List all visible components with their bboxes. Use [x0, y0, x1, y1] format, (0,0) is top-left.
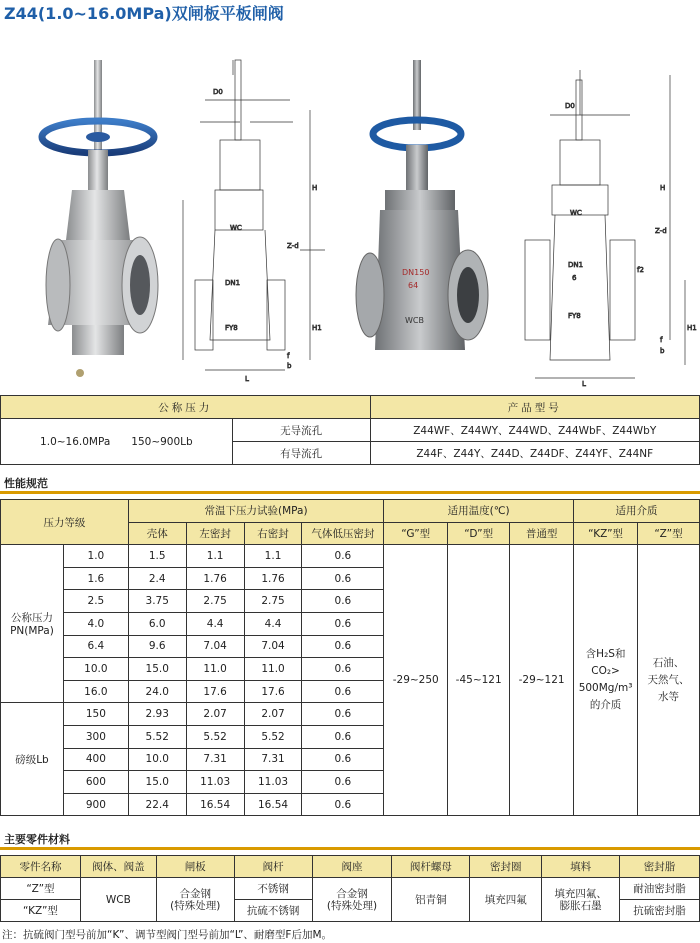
perf-cell: 1.76 — [244, 567, 302, 590]
mat-packing: 填充四氟、 膨胀石墨 — [542, 878, 620, 922]
perf-cell: 2.5 — [63, 590, 128, 613]
label-b: b — [287, 362, 292, 370]
perf-cell: 400 — [63, 748, 128, 771]
label-f: f — [287, 352, 290, 360]
mat-header: 阀座 — [312, 856, 392, 878]
valve-drawing-1 — [175, 40, 350, 388]
perf-cell: 7.31 — [186, 748, 244, 771]
perf-medium-kz: 含H₂S和 CO₂> 500Mg/m³ 的介质 — [574, 545, 638, 816]
label-wc: WC — [230, 224, 242, 232]
section-performance-title: 性能规范 — [4, 477, 48, 490]
perf-cell: 16.54 — [244, 793, 302, 816]
perf-cell: 150 — [63, 703, 128, 726]
perf-sub-gas: 气体低压密封 — [302, 522, 384, 545]
mat-grease-kz: 抗硫密封脂 — [620, 900, 700, 922]
perf-cell: 16.54 — [186, 793, 244, 816]
perf-cell: 0.6 — [302, 545, 384, 568]
mat-header: 闸板 — [156, 856, 234, 878]
perf-cell: 300 — [63, 725, 128, 748]
perf-cell: 0.6 — [302, 725, 384, 748]
section-materials-title: 主要零件材料 — [4, 833, 70, 846]
label-h1: H1 — [312, 324, 322, 332]
perf-header-test: 常温下压力试验(MPa) — [128, 500, 383, 523]
perf-cell: 2.75 — [186, 590, 244, 613]
perf-cell: 2.75 — [244, 590, 302, 613]
perf-cell: 11.0 — [186, 658, 244, 681]
perf-cell: 11.03 — [186, 771, 244, 794]
page-title: Z44(1.0~16.0MPa)双闸板平板闸阀 — [4, 4, 284, 23]
perf-sub-z: “Z”型 — [638, 522, 700, 545]
mat-type-z: “Z”型 — [1, 878, 81, 900]
perf-cell: 10.0 — [128, 748, 186, 771]
perf-cell: 1.76 — [186, 567, 244, 590]
label2-f2: f2 — [637, 266, 644, 274]
perf-sub-left: 左密封 — [186, 522, 244, 545]
mat-header: 密封圈 — [470, 856, 542, 878]
label2-h1: H1 — [687, 324, 697, 332]
label-d0: D0 — [213, 88, 223, 96]
perf-cell: 10.0 — [63, 658, 128, 681]
model-table — [0, 395, 700, 465]
perf-sub-normal: 普通型 — [510, 522, 574, 545]
perf-cell: 2.4 — [128, 567, 186, 590]
label2-b: b — [660, 347, 665, 355]
mat-header: 阀杆 — [234, 856, 312, 878]
perf-cell: 16.0 — [63, 680, 128, 703]
model-table-header-pressure: 公称压力 — [1, 396, 371, 419]
model-table-header-model: 产品型号 — [370, 396, 700, 419]
mat-header: 零件名称 — [1, 856, 81, 878]
mat-type-kz: “KZ”型 — [1, 900, 81, 922]
photo-plate-dn: DN150 — [402, 268, 430, 277]
perf-cell: 2.07 — [244, 703, 302, 726]
perf-cell: 11.0 — [244, 658, 302, 681]
perf-temp-g: -29~250 — [384, 545, 448, 816]
perf-cell: 2.93 — [128, 703, 186, 726]
mat-stem-z: 不锈钢 — [234, 878, 312, 900]
perf-sub-kz: “KZ”型 — [574, 522, 638, 545]
perf-cell: 5.52 — [128, 725, 186, 748]
perf-cell: 4.0 — [63, 612, 128, 635]
perf-cell: 900 — [63, 793, 128, 816]
mat-gate: 合金钢 (特殊处理) — [156, 878, 234, 922]
perf-cell: 1.6 — [63, 567, 128, 590]
perf-cell: 6.4 — [63, 635, 128, 658]
label2-l: L — [582, 380, 586, 388]
perf-sub-right: 右密封 — [244, 522, 302, 545]
mat-header: 阀杆螺母 — [392, 856, 470, 878]
label2-h: H — [660, 184, 666, 192]
perf-cell: 7.04 — [244, 635, 302, 658]
perf-group-pn: 公称压力 PN(MPa) — [1, 545, 64, 703]
label-fy: FY8 — [225, 324, 238, 332]
perf-cell: 0.6 — [302, 680, 384, 703]
label-dn: DN1 — [225, 279, 241, 287]
perf-cell: 15.0 — [128, 771, 186, 794]
perf-medium-z: 石油、 天然气、 水等 — [638, 545, 700, 816]
perf-cell: 17.6 — [186, 680, 244, 703]
perf-cell: 17.6 — [244, 680, 302, 703]
photo-plate-rating: 64 — [408, 281, 419, 290]
valve-photo-1 — [0, 40, 175, 388]
model-list-2: Z44F、Z44Y、Z44D、Z44DF、Z44YF、Z44NF — [370, 442, 700, 465]
mat-body: WCB — [80, 878, 156, 922]
label2-zd: Z-d — [655, 227, 667, 235]
perf-cell: 9.6 — [128, 635, 186, 658]
perf-cell: 3.75 — [128, 590, 186, 613]
label-h: H — [312, 184, 318, 192]
label2-fy: FY8 — [568, 312, 581, 320]
label-l: L — [245, 375, 249, 383]
perf-cell: 0.6 — [302, 771, 384, 794]
section-materials — [0, 831, 700, 850]
label2-d0: D0 — [565, 102, 575, 110]
mat-header: 密封脂 — [620, 856, 700, 878]
model-list-1: Z44WF、Z44WY、Z44WD、Z44WbF、Z44WbY — [370, 419, 700, 442]
section-performance — [0, 475, 700, 494]
perf-cell: 600 — [63, 771, 128, 794]
perf-cell: 1.5 — [128, 545, 186, 568]
perf-cell: 1.1 — [244, 545, 302, 568]
perf-header-temp: 适用温度(℃) — [384, 500, 574, 523]
mat-grease-z: 耐油密封脂 — [620, 878, 700, 900]
perf-cell: 0.6 — [302, 635, 384, 658]
perf-cell: 0.6 — [302, 590, 384, 613]
perf-temp-n: -29~121 — [510, 545, 574, 816]
photo-plate-material: WCB — [405, 316, 424, 325]
perf-cell: 2.07 — [186, 703, 244, 726]
materials-table — [0, 855, 700, 922]
perf-cell: 11.03 — [244, 771, 302, 794]
perf-cell: 7.31 — [244, 748, 302, 771]
mat-ring: 填充四氟 — [470, 878, 542, 922]
perf-cell: 0.6 — [302, 612, 384, 635]
perf-header-medium: 适用介质 — [574, 500, 700, 523]
perf-sub-g: “G”型 — [384, 522, 448, 545]
mat-seat: 合金钢 (特殊处理) — [312, 878, 392, 922]
perf-group-lb: 磅级Lb — [1, 703, 64, 816]
perf-sub-shell: 壳体 — [128, 522, 186, 545]
label2-dn: DN1 — [568, 261, 584, 269]
perf-cell: 0.6 — [302, 658, 384, 681]
mat-nut: 铝青铜 — [392, 878, 470, 922]
perf-cell: 24.0 — [128, 680, 186, 703]
label-zd: Z-d — [287, 242, 299, 250]
model-type-1: 无导流孔 — [232, 419, 370, 442]
perf-cell: 4.4 — [244, 612, 302, 635]
perf-cell: 0.6 — [302, 748, 384, 771]
mat-header: 填料 — [542, 856, 620, 878]
label2-f: f — [660, 336, 663, 344]
perf-cell: 15.0 — [128, 658, 186, 681]
perf-cell: 0.6 — [302, 567, 384, 590]
perf-temp-d: -45~121 — [448, 545, 510, 816]
perf-cell: 5.52 — [186, 725, 244, 748]
perf-cell: 1.1 — [186, 545, 244, 568]
perf-cell: 1.0 — [63, 545, 128, 568]
perf-cell: 0.6 — [302, 703, 384, 726]
mat-stem-kz: 抗硫不锈钢 — [234, 900, 312, 922]
perf-cell: 6.0 — [128, 612, 186, 635]
perf-cell: 22.4 — [128, 793, 186, 816]
perf-cell: 7.04 — [186, 635, 244, 658]
perf-cell: 4.4 — [186, 612, 244, 635]
perf-header-level: 压力等级 — [1, 500, 129, 545]
perf-sub-d: “D”型 — [448, 522, 510, 545]
performance-table — [0, 499, 700, 816]
perf-cell: 0.6 — [302, 793, 384, 816]
label2-wc: WC — [570, 209, 582, 217]
footnote: 注：抗硫阀门型号前加“K”、调节型阀门型号前加“L”、耐磨型F后加M。 — [2, 929, 333, 941]
mat-header: 阀体、阀盖 — [80, 856, 156, 878]
valve-photo-2 — [350, 40, 510, 388]
valve-drawing-2 — [510, 40, 700, 388]
label2-six: 6 — [572, 274, 577, 282]
perf-cell: 5.52 — [244, 725, 302, 748]
model-type-2: 有导流孔 — [232, 442, 370, 465]
model-table-pressure: 1.0~16.0MPa 150~900Lb — [1, 419, 233, 465]
